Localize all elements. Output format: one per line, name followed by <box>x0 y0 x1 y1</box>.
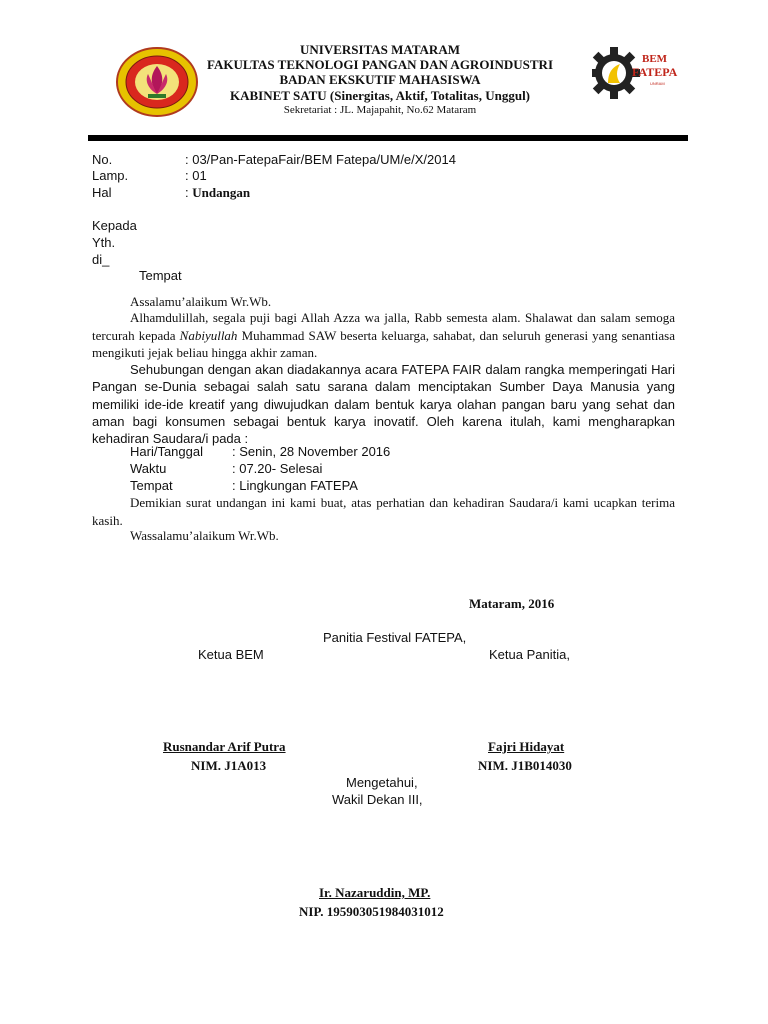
svg-text:BEM: BEM <box>642 53 668 65</box>
paragraph-event: Sehubungan dengan akan diadakannya acara FATEPA FAIR dalam rangka memperingati Hari Pangan se-Dunia sebagai salah satu sarana dalam menciptakan Sumber Daya Manusia yang memiliki ide-ide kreatif yang diwujudkan dalam bentuk karya olahan pangan baru yang sehat dan aman bagi konsumen sebagai bentuk karya inovatif. Oleh karena itulah, kami mengharapkan kehadiran Saudara/i pada : <box>92 362 675 447</box>
detail-place-value: : Lingkungan FATEPA <box>232 478 358 493</box>
farewell: Wassalamu’alaikum Wr.Wb. <box>130 528 279 543</box>
left-signer-role: Ketua BEM <box>198 647 264 662</box>
university-name: UNIVERSITAS MATARAM <box>300 42 460 57</box>
paragraph-closing: Demikian surat undangan ini kami buat, atas perhatian dan kehadiran Saudara/i kami ucapkan terima kasih. <box>92 495 675 528</box>
acknowledge-label: Mengetahui, <box>346 775 418 790</box>
recipient-tempat: Tempat <box>139 268 182 283</box>
paragraph-opening: Alhamdulillah, segala puji bagi Allah Azza wa jalla, Rabb semesta alam. Shalawat dan salam semoga tercurah kepada Nabiyullah Muhammad SAW beserta keluarga, sahabat, dan seluruh generasi yang senantiasa mengikuti jejak beliau hingga akhir zaman. <box>92 310 675 360</box>
header-divider <box>88 135 688 141</box>
secretariat-address: Sekretariat : JL. Majapahit, No.62 Mataram <box>283 104 477 116</box>
recipient-kepada: Kepada <box>92 218 137 233</box>
right-signer-nim: NIM. J1B014030 <box>478 758 572 773</box>
detail-date-label: Hari/Tanggal <box>130 444 203 459</box>
left-signer-nim: NIM. J1A013 <box>191 758 267 773</box>
number-value: : 03/Pan-FatepaFair/BEM Fatepa/UM/e/X/2014 <box>185 152 456 167</box>
svg-text:UNRAM: UNRAM <box>650 81 665 86</box>
recipient-yth: Yth. <box>92 235 116 250</box>
subject-label: Hal <box>92 185 112 200</box>
attachment-label: Lamp. <box>92 168 129 183</box>
number-label: No. <box>92 152 113 167</box>
subject-text: Undangan <box>192 185 251 200</box>
committee-name: Panitia Festival FATEPA, <box>323 630 467 645</box>
detail-date-value: : Senin, 28 November 2016 <box>232 444 391 459</box>
detail-time-label: Waktu <box>130 461 167 476</box>
left-signer-name: Rusnandar Arif Putra <box>163 739 286 754</box>
place-date: Mataram, 2016 <box>469 596 555 611</box>
svg-text:FATEPA: FATEPA <box>632 65 678 79</box>
bem-fatepa-logo <box>592 42 680 104</box>
organization-name: BADAN EKSKUTIF MAHASISWA <box>279 72 481 87</box>
attachment-value: : 01 <box>185 168 207 183</box>
detail-place-label: Tempat <box>130 478 173 493</box>
right-signer-name: Fajri Hidayat <box>488 739 565 754</box>
cabinet-name: KABINET SATU (Sinergitas, Aktif, Totalitas, Unggul) <box>229 88 531 103</box>
detail-time-value: : 07.20- Selesai <box>232 461 323 476</box>
recipient-di: di_ <box>92 252 110 267</box>
faculty-name: FAKULTAS TEKNOLOGI PANGAN DAN AGROINDUSTRI <box>207 57 553 72</box>
right-signer-role: Ketua Panitia, <box>489 647 570 662</box>
dean-nip: NIP. 195903051984031012 <box>299 904 444 919</box>
greeting: Assalamu’alaikum Wr.Wb. <box>130 294 272 309</box>
subject-value: : Undangan <box>185 185 251 200</box>
dean-role: Wakil Dekan III, <box>332 792 423 807</box>
dean-name: Ir. Nazaruddin, MP. <box>319 885 431 900</box>
